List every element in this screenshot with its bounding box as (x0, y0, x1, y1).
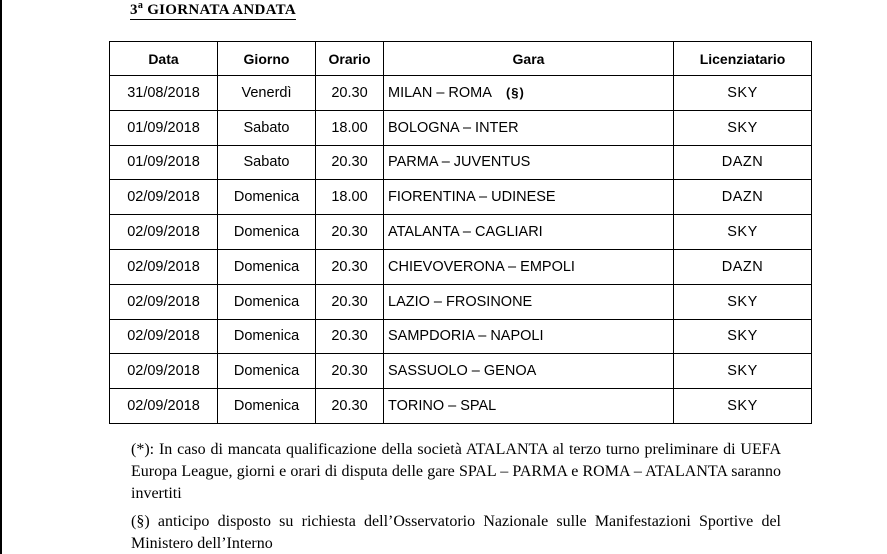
left-margin-rule (0, 0, 2, 554)
table-row (110, 319, 812, 354)
cell-gara (384, 180, 674, 215)
match-name: BOLOGNA – INTER (388, 119, 519, 136)
cell-giorno: Domenica (218, 389, 316, 424)
cell-orario: 20.30 (316, 284, 384, 319)
cell-data: 02/09/2018 (110, 249, 218, 284)
cell-data: 31/08/2018 (110, 76, 218, 111)
cell-gara (384, 145, 674, 180)
cell-giorno: Venerdì (218, 76, 316, 111)
header-orario: Orario (316, 42, 384, 76)
cell-gara (384, 319, 674, 354)
cell-orario: 18.00 (316, 180, 384, 215)
match-name: TORINO – SPAL (388, 398, 497, 415)
cell-gara (384, 284, 674, 319)
table-row (110, 389, 812, 424)
cell-gara (384, 249, 674, 284)
footnote-section: (§) anticipo disposto su richiesta dell’Osservatorio Nazionale sulle Manifestazioni Sportive del Ministero dell’Interno (131, 513, 781, 552)
title-superscript: a (137, 0, 144, 11)
match-name: FIORENTINA – UDINESE (388, 189, 556, 206)
table-row (110, 76, 812, 111)
header-licenziatario: Licenziatario (674, 42, 812, 76)
cell-data: 02/09/2018 (110, 354, 218, 389)
cell-data: 01/09/2018 (110, 110, 218, 145)
table-row (110, 284, 812, 319)
cell-orario: 20.30 (316, 76, 384, 111)
table-row (110, 249, 812, 284)
footnotes (131, 439, 781, 554)
cell-orario: 18.00 (316, 110, 384, 145)
cell-giorno: Domenica (218, 180, 316, 215)
cell-licenziatario: SKY (674, 284, 812, 319)
cell-gara (384, 354, 674, 389)
cell-orario: 20.30 (316, 389, 384, 424)
table-row (110, 215, 812, 250)
cell-gara (384, 215, 674, 250)
cell-orario: 20.30 (316, 319, 384, 354)
header-data: Data (110, 42, 218, 76)
title-text: GIORNATA ANDATA (147, 2, 297, 18)
cell-licenziatario: SKY (674, 215, 812, 250)
match-name: ATALANTA – CAGLIARI (388, 224, 543, 241)
cell-licenziatario: SKY (674, 354, 812, 389)
cell-data: 02/09/2018 (110, 215, 218, 250)
cell-orario: 20.30 (316, 354, 384, 389)
match-note: (§) (505, 84, 525, 100)
match-name: SAMPDORIA – NAPOLI (388, 328, 544, 345)
cell-licenziatario: SKY (674, 76, 812, 111)
cell-licenziatario: SKY (674, 389, 812, 424)
match-name: LAZIO – FROSINONE (388, 293, 533, 310)
header-giorno: Giorno (218, 42, 316, 76)
cell-licenziatario: SKY (674, 110, 812, 145)
match-name: CHIEVOVERONA – EMPOLI (388, 258, 575, 275)
table-row (110, 145, 812, 180)
cell-giorno: Domenica (218, 215, 316, 250)
match-name: PARMA – JUVENTUS (388, 154, 531, 171)
footnote-asterisk: (*): In caso di mancata qualificazione della società ATALANTA al terzo turno preliminare di UEFA Europa League, giorni e orari di disputa delle gare SPAL – PARMA e ROMA – ATALANTA saranno invertiti (131, 441, 781, 502)
cell-gara (384, 76, 674, 111)
cell-data: 02/09/2018 (110, 284, 218, 319)
cell-gara (384, 110, 674, 145)
header-gara: Gara (384, 42, 674, 76)
cell-giorno: Sabato (218, 110, 316, 145)
cell-gara (384, 389, 674, 424)
cell-orario: 20.30 (316, 249, 384, 284)
table-row (110, 110, 812, 145)
cell-giorno: Domenica (218, 319, 316, 354)
cell-giorno: Domenica (218, 354, 316, 389)
cell-data: 02/09/2018 (110, 180, 218, 215)
table-header-row (110, 42, 812, 76)
schedule-table (109, 41, 812, 424)
page-title (130, 2, 296, 20)
cell-giorno: Domenica (218, 284, 316, 319)
cell-data: 02/09/2018 (110, 319, 218, 354)
match-name: MILAN – ROMA (388, 84, 492, 101)
title-number: 3 (130, 2, 138, 18)
cell-giorno: Domenica (218, 249, 316, 284)
table-row (110, 180, 812, 215)
cell-orario: 20.30 (316, 145, 384, 180)
cell-orario: 20.30 (316, 215, 384, 250)
cell-data: 01/09/2018 (110, 145, 218, 180)
cell-licenziatario: DAZN (674, 145, 812, 180)
table-row (110, 354, 812, 389)
cell-licenziatario: DAZN (674, 180, 812, 215)
match-name: SASSUOLO – GENOA (388, 363, 537, 380)
cell-licenziatario: DAZN (674, 249, 812, 284)
cell-data: 02/09/2018 (110, 389, 218, 424)
cell-licenziatario: SKY (674, 319, 812, 354)
cell-giorno: Sabato (218, 145, 316, 180)
